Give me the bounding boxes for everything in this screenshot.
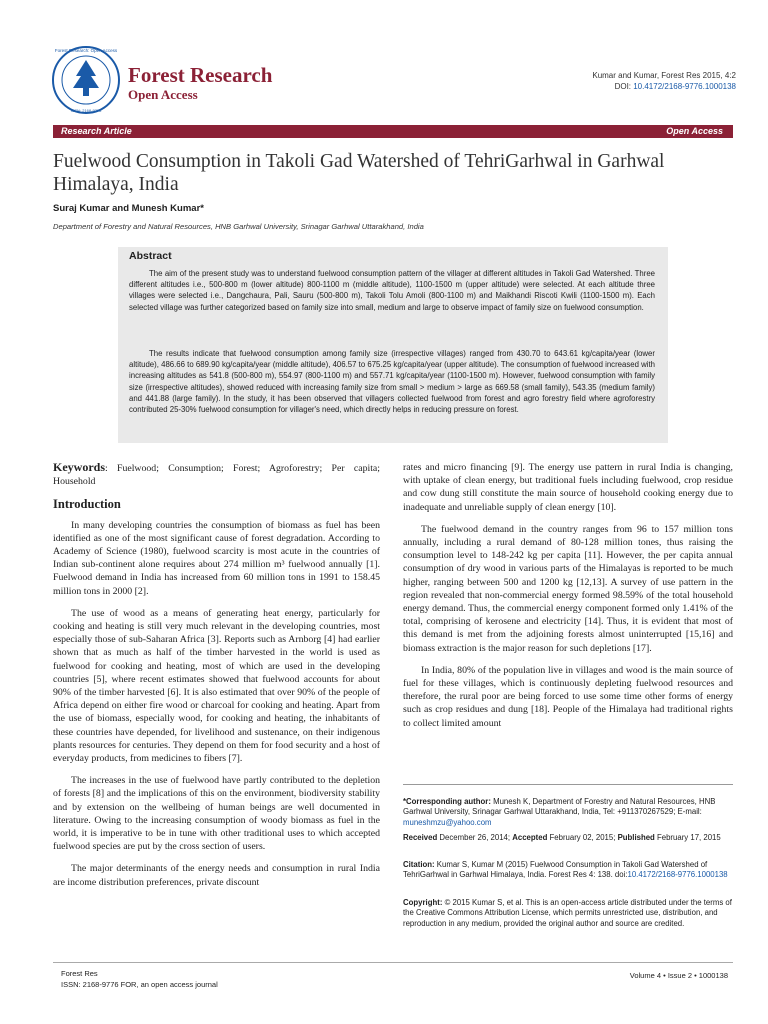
author-list: Suraj Kumar and Munesh Kumar* <box>53 203 204 214</box>
published-label: Published <box>617 833 655 842</box>
abstract-paragraph-1: The aim of the present study was to understand fuelwood consumption pattern of the villager at different altitudes in Takoli Gad Watershed. Three different altitudes i.e., 500-800 m (lower altitude) 800-1100 m (middle altitude), 1100-1500 m (upper altitude) were selected. At each altitude three villages were selected i.e., Dangchaura, Pali, Sauru (500-800 m), Takoli Tolu Amoli (800-1100 m) and Maikhandi Riscoti Kwili (1100-1500 m). Each selected village was further categorized based on family size into small, medium and large to observe impact of family size on fuelwood consumption. <box>129 269 655 312</box>
logo-issn: ISSN: 2168-9776 <box>70 108 102 113</box>
body-paragraph: rates and micro financing [9]. The energy use pattern in rural India is changing, with uptake of clean energy, but traditional fuels including fuelwood, crop residue and cow dung still constitute the main source of household cooking energy due to inadequate and unreliable supply of clean energy [10]. <box>403 462 733 513</box>
journal-subtitle: Open Access <box>128 87 198 102</box>
doi-label: DOI: <box>614 82 634 91</box>
citation-note <box>403 860 733 881</box>
body-paragraph: The use of wood as a means of generating heat energy, particularly for cooking and heating is still very much relevant in the developing countries, most especially those of sub-Saharan Africa [3]. Reports such as Arnborg [4] had earlier shown that as much as half of the timber harvested in the world is used as fuelwood for cooking and heating, most of which are used in the developing countries [5], where recent estimates showed that fuelwood accounts for about 90% of the timber harvested [6]. It is also estimated that over 90% of the people of Africa depend on either fire wood or charcoal for cooking and heating. Apart from the use of biomass, especially wood, for cooking and heating, the inhabitants of these countries have depended, for livelihood and sustenance, on their indigenous plants resources for centuries. They depend on them for food security and a host of everyday products, from medicines to fibers [7]. <box>53 607 380 765</box>
journal-logo-icon <box>50 44 122 116</box>
footer-journal: Forest Res <box>61 969 98 978</box>
abstract-box <box>118 247 668 443</box>
keywords <box>53 461 380 488</box>
citation-info <box>592 70 736 92</box>
article-type-bar <box>53 125 733 138</box>
keywords-text: : Fuelwood; Consumption; Forest; Agroforestry; Per capita; Household <box>53 463 380 488</box>
logo-ring-text: Forest Research: Open Access <box>54 48 118 53</box>
open-access-label: Open Access <box>666 126 723 136</box>
received-date: December 26, 2014; <box>437 833 513 842</box>
journal-title: Forest Research <box>128 63 273 87</box>
received-label: Received <box>403 833 438 842</box>
published-date: February 17, 2015 <box>654 833 721 842</box>
article-type-label: Research Article <box>61 126 132 136</box>
cite-line: Kumar and Kumar, Forest Res 2015, 4:2 <box>592 71 736 80</box>
right-column <box>403 461 733 739</box>
copyright-label: Copyright: <box>403 898 443 907</box>
introduction-heading: Introduction <box>53 497 121 512</box>
footer-volume: Volume 4 • Issue 2 • 1000138 <box>629 971 728 980</box>
doi-line <box>592 81 736 92</box>
body-paragraph: The increases in the use of fuelwood have partly contributed to the depletion of forests [8] and the implications of this on the environment, biodiversity stability and by extension on the wellbeing of human beings are well documented in literature. Owing to the increasing consumption of woody biomass as fuel in the world, it is imperative to be in tune with other traditional uses to which accepted fuelwood species are put by the cross section of users. <box>53 775 380 853</box>
body-paragraph: In India, 80% of the population live in villages and wood is the main source of fuel for these villages, which is continuously depleting fuelwood resources and therefore, the rural poor are being forced to use some time other forms of energy such as crop residues and dung [18]. People of the Himalaya had traditional rights to collect limited amount <box>403 664 733 729</box>
corresponding-label: *Corresponding author: <box>403 797 491 806</box>
footer-issn: ISSN: 2168-9776 FOR, an open access journal <box>61 980 218 989</box>
abstract-paragraph-2: The results indicate that fuelwood consumption among family size (irrespective villages) ranged from 430.70 to 643.61 kg/capita/year (lower altitude), 486.66 to 689.90 kg/capita/year (middle altitude), 406.57 to 675.25 kg/capita/year (upper altitude). The consumption of fuelwood increased with increasing altitudes as 541.8 (500-800 m), 554.97 (800-1100 m) and 557.71 kg/capita/year (1100-1500 m). However, fuelwood consumption with family size (irrespective altitudes), showed reduced with increasing family size from small > medium > large as 669.58 (small family), 543.35 (medium family) and 441.88 (large family). In the study, it has been observed that villagers collected fuelwood from forest and agro forestry field where agroforestry contributed 25-30% fuelwood consumption for villager's need, which directly helps in reducing pressure on forest. <box>129 349 655 415</box>
citation-label: Citation: <box>403 860 435 869</box>
accepted-label: Accepted <box>512 833 548 842</box>
citation-doi-link[interactable]: 10.4172/2168-9776.1000138 <box>627 870 728 880</box>
keywords-label: Keywords <box>53 460 105 474</box>
body-paragraph: In many developing countries the consumption of biomass as fuel has been identified as one of the most significant cause of forest degradation. According to Academy of Science (1980), fuelwood scarcity is most acute in the countries of Indian sub-continent alone requires about 274 million m³ fuelwood annually [1]. Fuelwood demand in India has increased from 60 million tons in 1991 to 158.45 million tons in 2000 [2]. <box>53 519 380 597</box>
copyright-note <box>403 898 733 929</box>
left-column <box>53 461 380 898</box>
email-link[interactable]: muneshmzu@yahoo.com <box>403 817 492 827</box>
dates-note <box>403 833 733 843</box>
corresponding-author-note <box>403 797 733 828</box>
accepted-date: February 02, 2015; <box>547 833 618 842</box>
corresponding-text: Munesh K, Department of Forestry and Natural Resources, HNB Garhwal University, Srinagar Garhwal Uttarakhand, India, Tel: +911370267529; E-mail: <box>403 797 716 817</box>
abstract-heading: Abstract <box>129 250 172 262</box>
body-paragraph: The major determinants of the energy needs and consumption in rural India are income distribution preferences, private discount <box>53 863 380 888</box>
doi-link[interactable]: 10.4172/2168-9776.1000138 <box>633 82 736 91</box>
notes-divider <box>403 784 733 785</box>
citation-text: Kumar S, Kumar M (2015) Fuelwood Consumption in Takoli Gad Watershed of TehriGarhwal in Garhwal Himalaya, India. Forest Res 4: 138. doi: <box>403 860 708 880</box>
affiliation: Department of Forestry and Natural Resources, HNB Garhwal University, Srinagar Garhwal Uttarakhand, India <box>53 222 424 231</box>
journal-header <box>0 0 768 120</box>
article-title: Fuelwood Consumption in Takoli Gad Watershed of TehriGarhwal in Garhwal Himalaya, India <box>53 151 665 195</box>
body-paragraph: The fuelwood demand in the country ranges from 96 to 157 million tons annually, including a rural demand of 80-128 million tones, thus raising the consumption level to 148-242 kg per capita [11]. However, the per capita annual consumption of dry wood in various parts of the Himalayas is reported to be much higher, ranging between 500 and 1200 kg [12,13]. A survey of use pattern in the region revealed that non-commercial energy formed 98.59% of the total household energy demand. Thus, the commercial energy component formed only 1.41% of the total, comprising of kerosene and electricity [14]. Thus, it is evident that most of this demand is met from the adjoining forests almost uninterrupted [15,16] and biomass extraction is the major reason for such depletions [17]. <box>403 523 733 654</box>
footer-journal-info <box>61 968 218 990</box>
copyright-text: © 2015 Kumar S, et al. This is an open-access article distributed under the terms of the Creative Commons Attribution License, which permits unrestricted use, distribution, and reproduction in any medium, provided the original author and source are credited. <box>403 898 732 928</box>
footer-divider <box>53 962 733 963</box>
